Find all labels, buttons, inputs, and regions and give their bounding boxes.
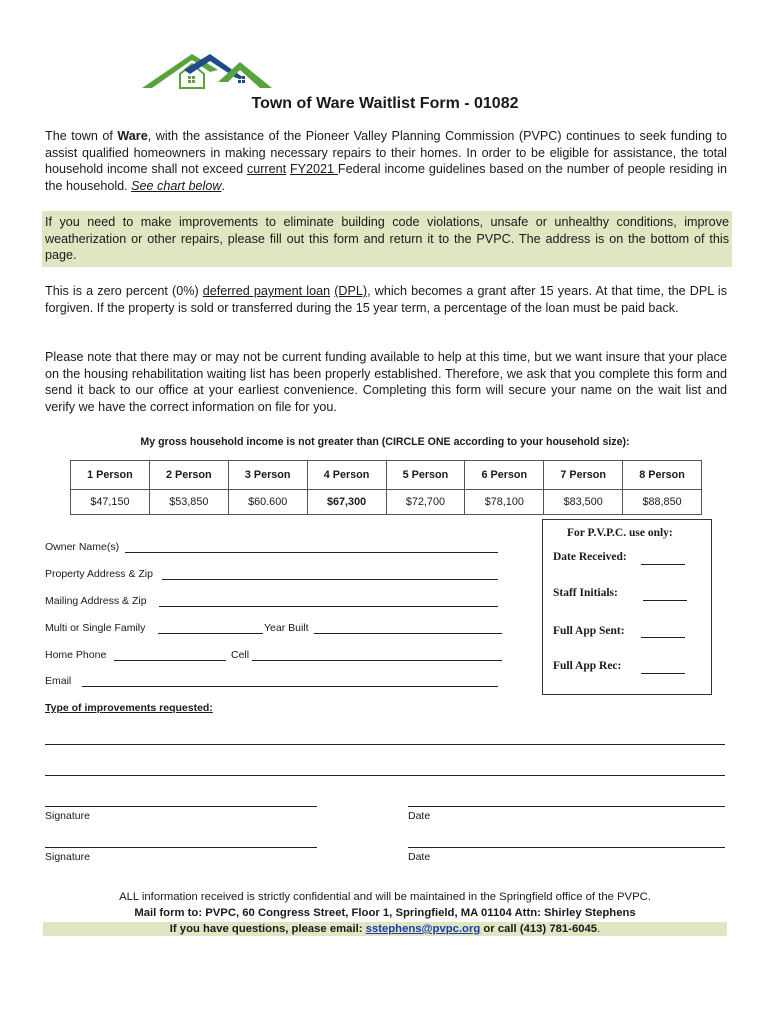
staff-initials-label: Staff Initials: xyxy=(553,587,618,599)
cell-label: Cell xyxy=(231,649,250,661)
property-address-label: Property Address & Zip xyxy=(45,568,153,580)
family-type-field[interactable] xyxy=(158,633,263,634)
office-use-box xyxy=(542,519,712,695)
table-header-cell: 7 Person xyxy=(544,461,623,490)
mail-address: Mail form to: PVPC, 60 Congress Street, Floor 1, Springfield, MA 01104 Attn: Shirley Stephens xyxy=(134,907,636,919)
year-built-label: Year Built xyxy=(264,622,309,634)
improvements-line-2[interactable] xyxy=(45,775,725,776)
table-header-cell: 3 Person xyxy=(228,461,307,490)
date-label-2: Date xyxy=(408,851,431,863)
income-cell-7[interactable]: $83,500 xyxy=(544,490,623,515)
income-cell-4[interactable]: $67,300 xyxy=(307,490,386,515)
income-table xyxy=(70,460,702,515)
table-header-cell: 5 Person xyxy=(386,461,465,490)
cell-field[interactable] xyxy=(252,660,502,661)
full-app-rec-field[interactable] xyxy=(641,673,685,674)
mailing-address-field[interactable] xyxy=(159,606,498,607)
see-chart-link: See chart below xyxy=(131,178,222,193)
signature-line-1[interactable] xyxy=(45,806,317,807)
income-cell-8[interactable]: $88,850 xyxy=(623,490,702,515)
signature-label-2: Signature xyxy=(45,851,90,863)
table-header-row xyxy=(71,461,702,490)
signature-line-2[interactable] xyxy=(45,847,317,848)
full-app-sent-label: Full App Sent: xyxy=(553,625,625,637)
pvpc-houses-logo-icon xyxy=(140,48,272,92)
intro-paragraph: The town of Ware, with the assistance of the Pioneer Valley Planning Commission (PVPC) continues to seek funding to assist qualified homeowners in making necessary repairs to their homes. In order to be eligible for assistance, the total household income shall not exceed current FY2021 Federal income guidelines based on the number of people residing in the household. See chart below. xyxy=(45,129,728,193)
improvements-line-1[interactable] xyxy=(45,744,725,745)
table-header-cell: 1 Person xyxy=(71,461,150,490)
owner-name-field[interactable] xyxy=(125,552,498,553)
date-received-field[interactable] xyxy=(641,564,685,565)
family-type-label: Multi or Single Family xyxy=(45,622,146,634)
email-label: Email xyxy=(45,675,72,687)
income-cell-3[interactable]: $60.600 xyxy=(228,490,307,515)
loan-paragraph: This is a zero percent (0%) deferred payment loan (DPL), which becomes a grant after 15 years. At that time, the DPL is forgiven. If the property is sold or transferred during the 15 year term, a percentage of the loan must be paid back. xyxy=(45,284,727,315)
date-label-1: Date xyxy=(408,810,431,822)
email-link[interactable]: sstephens@pvpc.org xyxy=(365,923,481,935)
income-table-caption: My gross household income is not greater than (CIRCLE ONE according to your household size): xyxy=(140,436,630,448)
income-cell-5[interactable]: $72,700 xyxy=(386,490,465,515)
page-title: Town of Ware Waitlist Form - 01082 xyxy=(251,95,519,112)
date-line-1[interactable] xyxy=(408,806,725,807)
improvements-label: Type of improvements requested: xyxy=(45,702,213,714)
year-built-field[interactable] xyxy=(314,633,502,634)
staff-initials-field[interactable] xyxy=(643,600,687,601)
funding-paragraph: Please note that there may or may not be current funding available to help at this time, but we want insure that your place on the housing rehabilitation waiting list has been properly established. Therefore, we ask that you complete this form and send it back to our office at your earliest convenience. Completing this form will secure your name on the wait list and verify we have the correct information on file for you. xyxy=(45,350,727,414)
instructions-paragraph: If you need to make improvements to eliminate building code violations, unsafe or unhealthy conditions, improve weatherization or other repairs, please fill out this form and return it to the PVPC. The address is on the bottom of this page. xyxy=(42,211,732,267)
home-phone-field[interactable] xyxy=(114,660,226,661)
office-use-title: For P.V.P.C. use only: xyxy=(567,527,673,539)
full-app-sent-field[interactable] xyxy=(641,637,685,638)
mailing-address-label: Mailing Address & Zip xyxy=(45,595,147,607)
contact-line: If you have questions, please email: sstephens@pvpc.org or call (413) 781-6045. xyxy=(43,922,727,936)
full-app-rec-label: Full App Rec: xyxy=(553,660,622,672)
table-header-cell: 4 Person xyxy=(307,461,386,490)
home-phone-label: Home Phone xyxy=(45,649,107,661)
signature-label-1: Signature xyxy=(45,810,90,822)
income-cell-1[interactable]: $47,150 xyxy=(71,490,150,515)
confidential-notice: ALL information received is strictly confidential and will be maintained in the Springfield office of the PVPC. xyxy=(119,891,651,903)
table-row xyxy=(71,490,702,515)
date-received-label: Date Received: xyxy=(553,551,627,563)
table-header-cell: 2 Person xyxy=(149,461,228,490)
income-cell-6[interactable]: $78,100 xyxy=(465,490,544,515)
table-header-cell: 6 Person xyxy=(465,461,544,490)
property-address-field[interactable] xyxy=(162,579,498,580)
table-header-cell: 8 Person xyxy=(623,461,702,490)
income-cell-2[interactable]: $53,850 xyxy=(149,490,228,515)
email-field[interactable] xyxy=(82,686,498,687)
date-line-2[interactable] xyxy=(408,847,725,848)
owner-name-label: Owner Name(s) xyxy=(45,541,120,553)
